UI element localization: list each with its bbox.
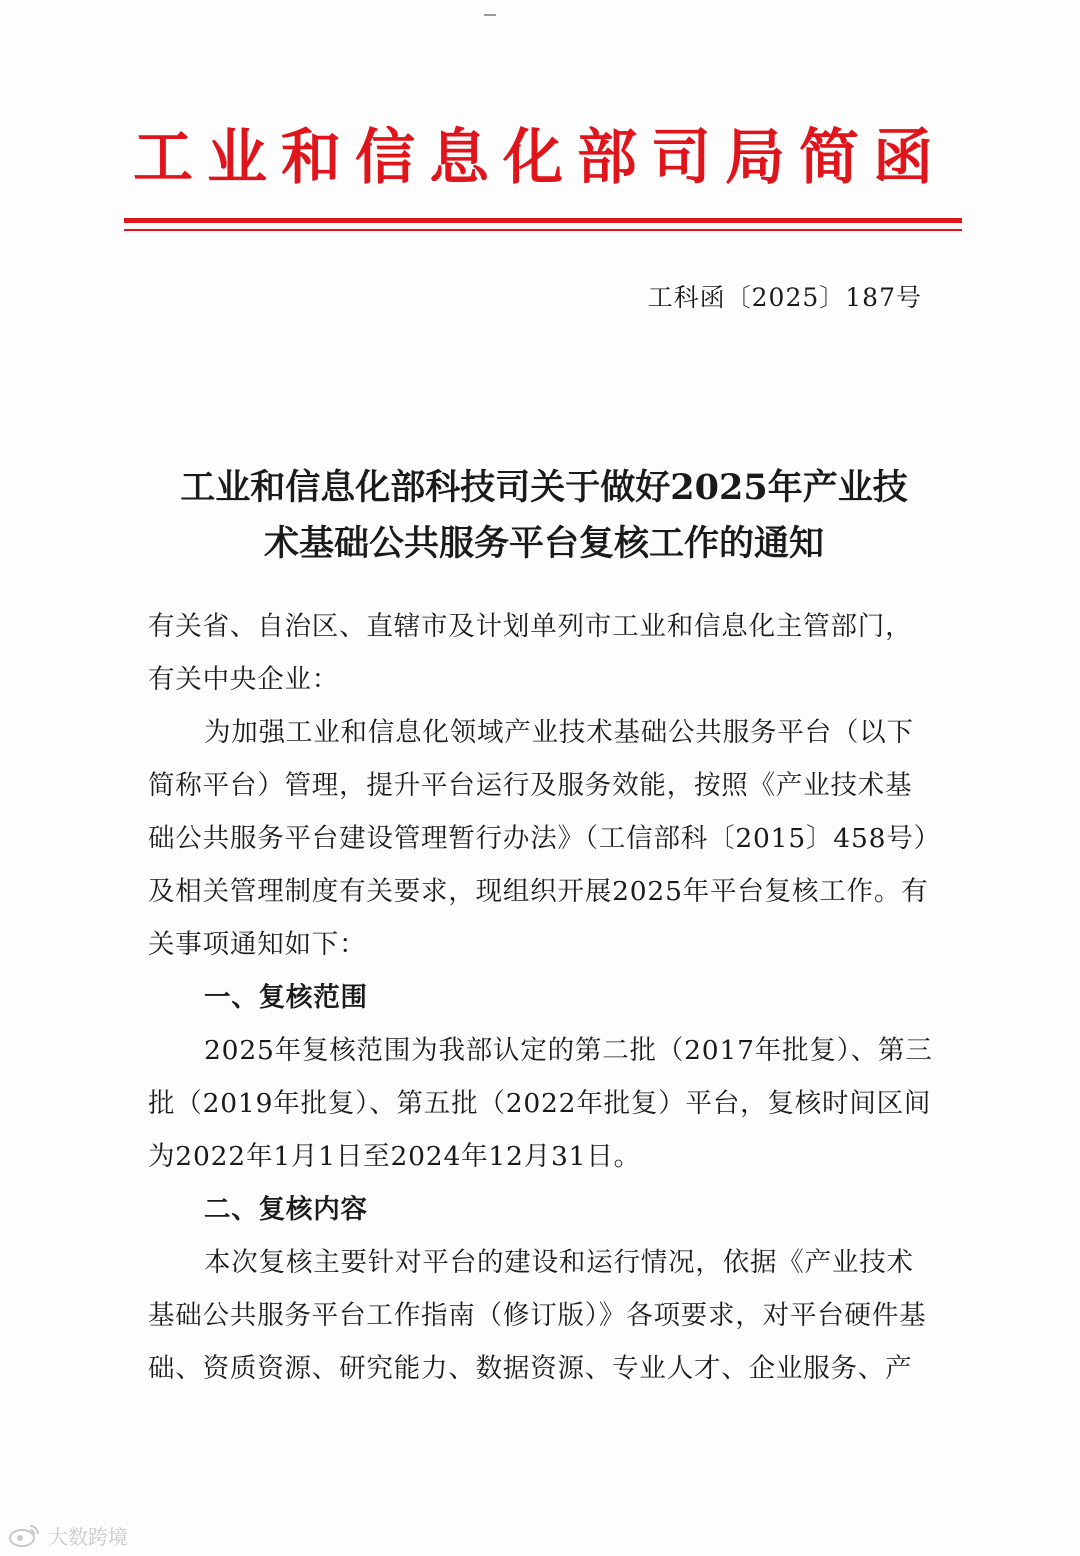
letterhead-red-rule-thick xyxy=(124,218,962,223)
body-line: 批（2019年批复）、第五批（2022年批复）平台，复核时间区间 xyxy=(148,1088,932,1119)
document-title xyxy=(124,460,964,572)
body-line: 基础公共服务平台工作指南（修订版）》各项要求，对平台硬件基 xyxy=(148,1300,927,1331)
letterhead-masthead: 工业和信息化部司局简函 xyxy=(133,123,947,193)
document-number: 工科函〔2025〕187号 xyxy=(647,283,922,312)
body-line: 础公共服务平台建设管理暂行办法》（工信部科〔2015〕458号） xyxy=(148,823,941,854)
document-body xyxy=(148,600,958,1395)
body-line: 为加强工业和信息化领域产业技术基础公共服务平台（以下 xyxy=(204,717,914,748)
section-heading: 一、复核范围 xyxy=(204,982,368,1013)
document-title-line: 工业和信息化部科技司关于做好2025年产业技 xyxy=(180,467,908,508)
body-line: 有关省、自治区、直辖市及计划单列市工业和信息化主管部门， xyxy=(148,611,913,642)
scan-mark xyxy=(484,14,496,16)
body-line: 简称平台）管理，提升平台运行及服务效能，按照《产业技术基 xyxy=(148,770,913,801)
document-title-line: 术基础公共服务平台复核工作的通知 xyxy=(263,523,824,564)
body-line: 及相关管理制度有关要求，现组织开展2025年平台复核工作。有 xyxy=(148,876,929,907)
body-line: 为2022年1月1日至2024年12月31日。 xyxy=(148,1141,641,1172)
body-line: 础、资质资源、研究能力、数据资源、专业人才、企业服务、产 xyxy=(148,1353,913,1384)
section-heading: 二、复核内容 xyxy=(204,1194,368,1225)
body-line: 2025年复核范围为我部认定的第二批（2017年批复）、第三 xyxy=(204,1035,933,1066)
weibo-style-logo-icon xyxy=(8,1522,42,1548)
letterhead-red-rule-thin xyxy=(124,229,962,231)
body-line: 本次复核主要针对平台的建设和运行情况，依据《产业技术 xyxy=(204,1247,914,1278)
body-line: 关事项通知如下： xyxy=(148,929,367,960)
body-line: 有关中央企业： xyxy=(148,664,340,695)
watermark-text: 大数跨境 xyxy=(48,1524,128,1549)
watermark xyxy=(8,1520,128,1550)
